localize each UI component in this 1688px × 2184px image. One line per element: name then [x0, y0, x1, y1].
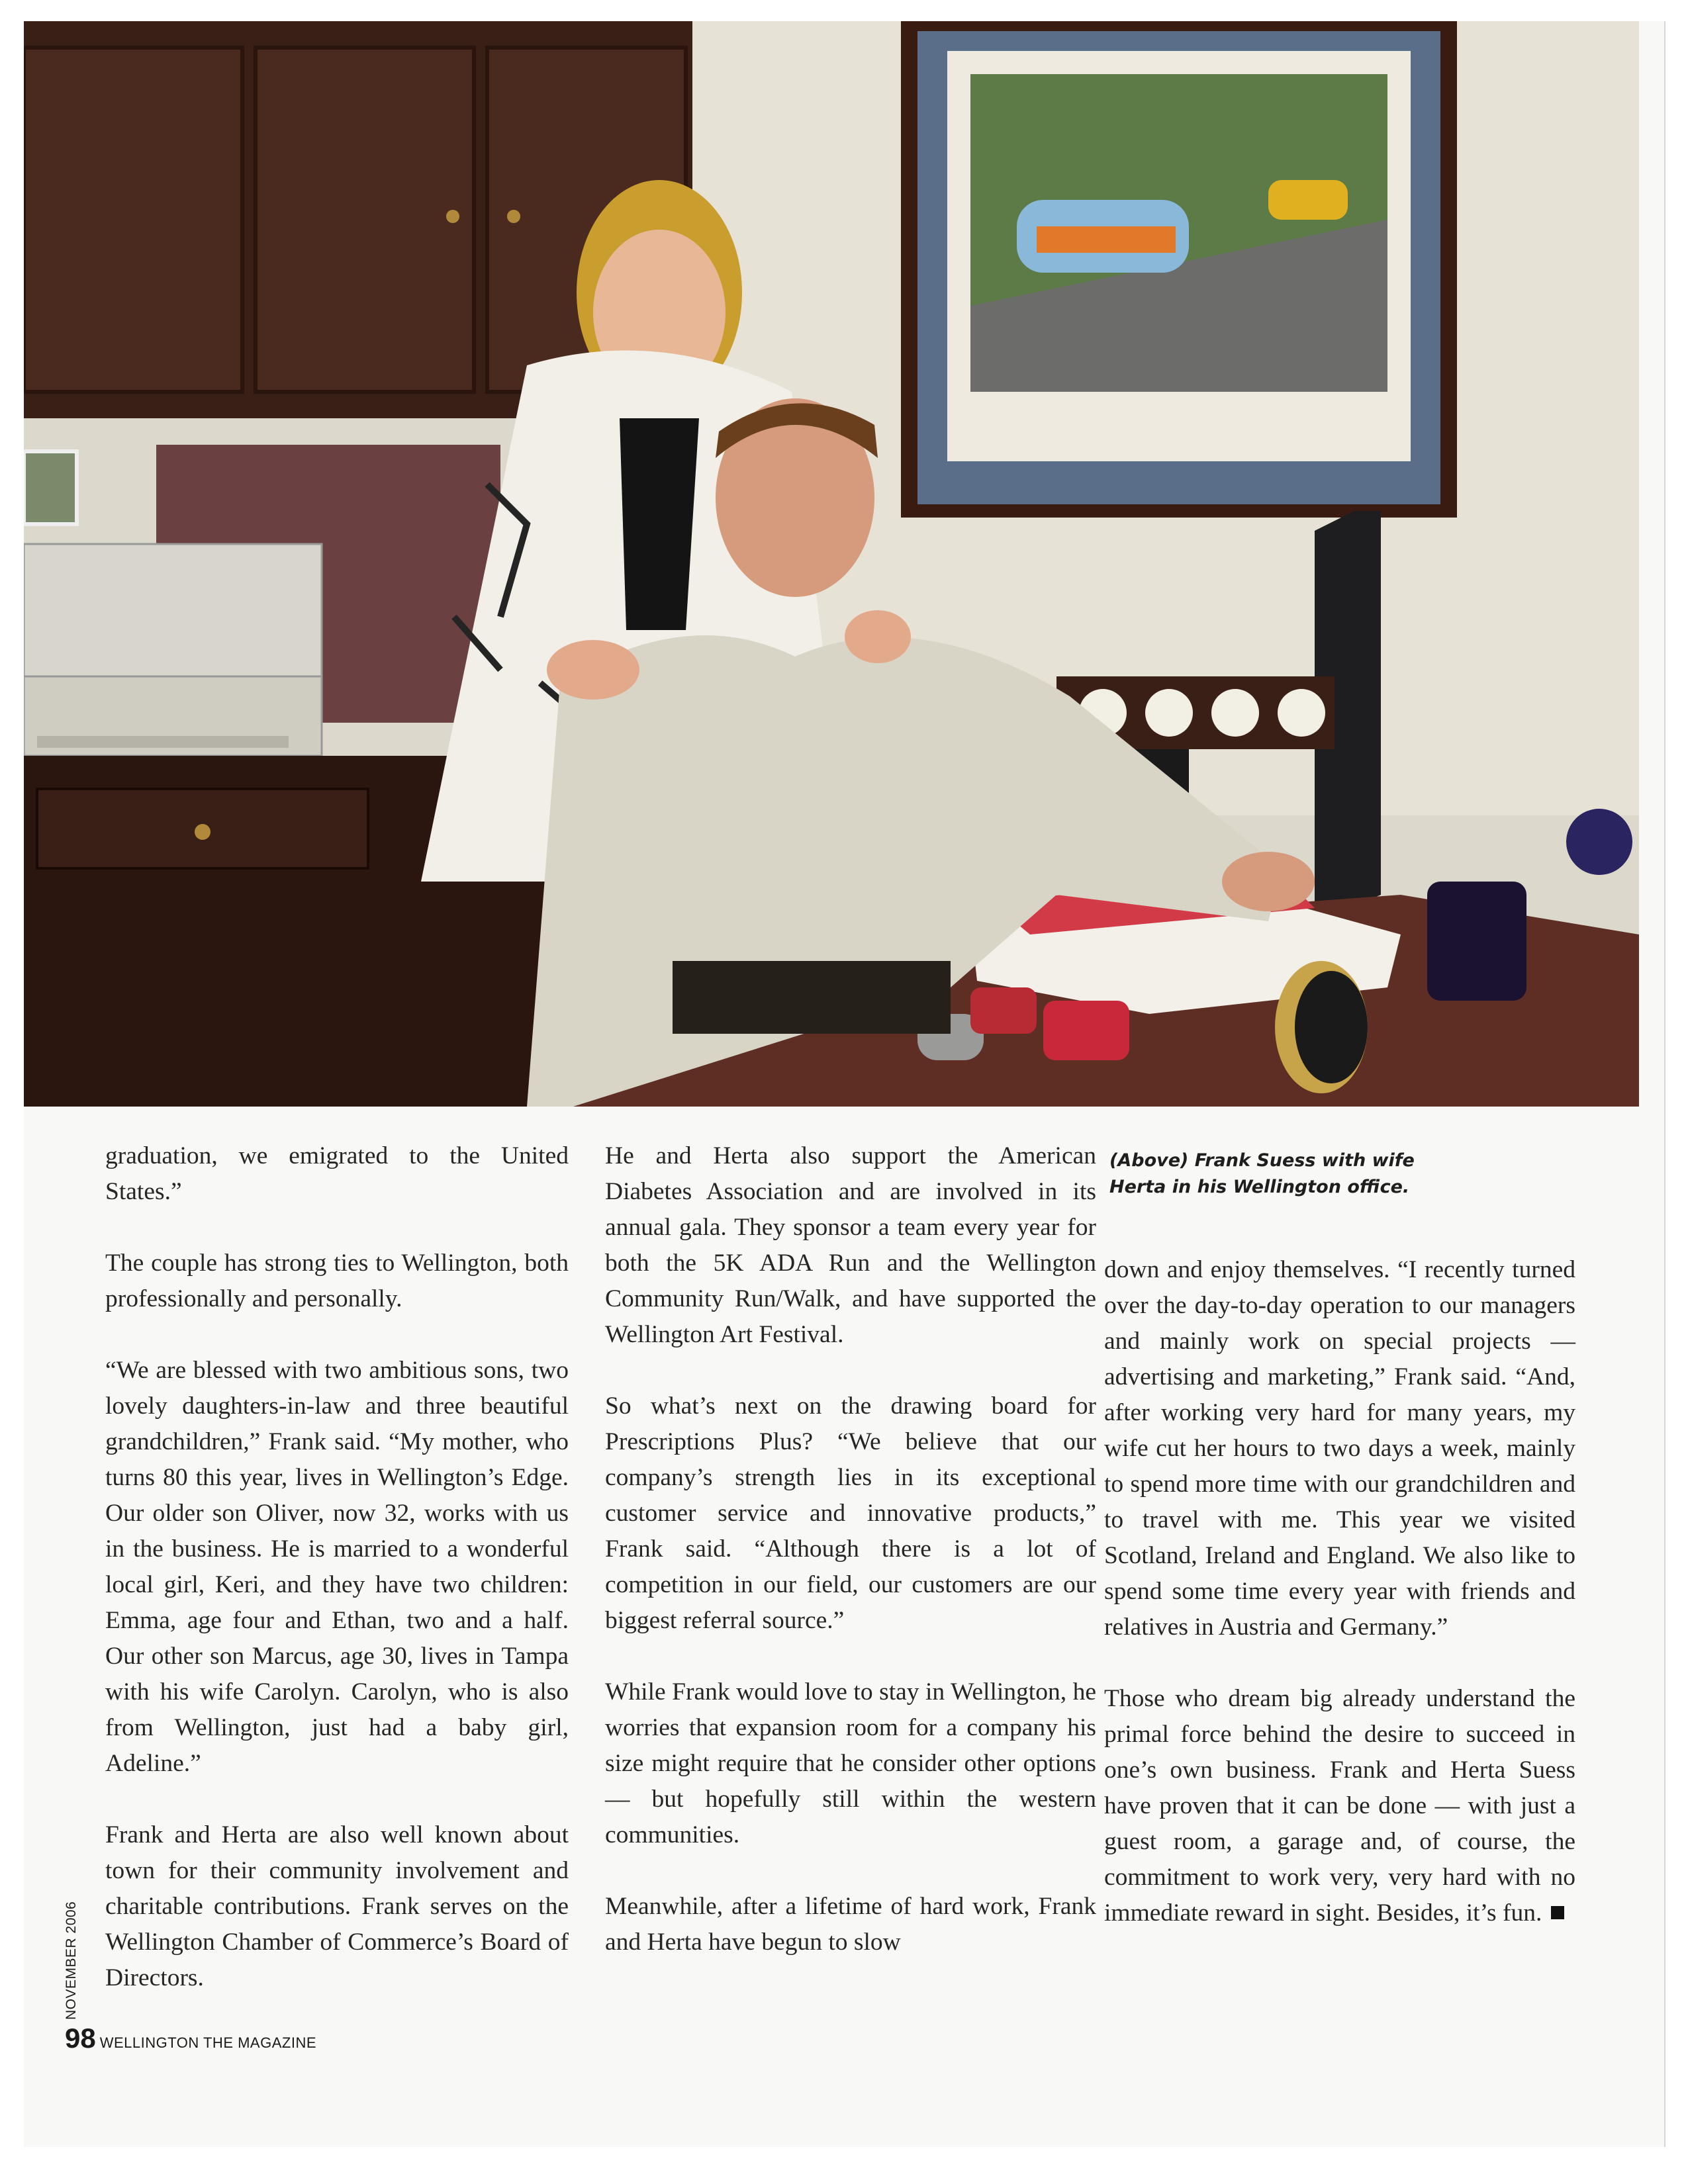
paragraph-final	[1104, 1681, 1575, 1931]
feature-photo	[24, 21, 1639, 1107]
paragraph: The couple has strong ties to Wellington, both professionally and personally.	[105, 1250, 569, 1312]
issue-date: NOVEMBER 2006	[64, 1901, 79, 2020]
magazine-page	[24, 21, 1665, 2147]
text-column-3	[1104, 1252, 1575, 1931]
paragraph: So what’s next on the drawing board for Prescriptions Plus? “We believe that our company’s strength lies in its exceptional customer service and innovative products,” Frank said. “Although there is a lot of competition in our field, our customers are our biggest referral source.”	[605, 1392, 1096, 1634]
paragraph: “We are blessed with two ambitious sons, two lovely daughters-in-law and three beautiful grandchildren,” Frank said. “My mother, who turns 80 this year, lives in Wellington’s Edge. Our older son Oliver, now 32, works with us in the business. He is married to a wonderful local girl, Keri, and they have two children: Emma, age four and Ethan, two and a half. Our other son Marcus, age 30, lives in Tampa with his wife Carolyn. Carolyn, who is also from Wellington, just had a baby girl, Adeline.”	[105, 1357, 569, 1777]
text-column-2	[605, 1138, 1096, 1960]
magazine-title: WELLINGTON THE MAGAZINE	[99, 2034, 317, 2051]
paragraph: Frank and Herta are also well known about town for their community involvement and charitable contributions. Frank serves on the Wellington Chamber of Commerce’s Board of Directors.	[105, 1821, 569, 1991]
paragraph: While Frank would love to stay in Wellington, he worries that expansion room for a company his size might require that he consider other options — but hopefully still within the western communities.	[605, 1678, 1096, 1848]
photo-caption: (Above) Frank Suess with wife Herta in his Wellington office.	[1109, 1150, 1415, 1197]
text-column-1	[105, 1138, 569, 1996]
page-number: 98	[65, 2023, 96, 2054]
page-footer	[65, 2023, 316, 2054]
paragraph: Meanwhile, after a lifetime of hard work, Frank and Herta have begun to slow	[605, 1893, 1096, 1956]
paragraph: down and enjoy themselves. “I recently turned over the day-to-day operation to our managers and mainly work on special projects — advertising and marketing,” Frank said. “And, after working very hard for many years, my wife cut her hours to two days a week, mainly to spend more time with our grandchildren and to travel with me. This year we visited Scotland, Ireland and England. We also like to spend some time every year with friends and relatives in Austria and Germany.”	[1104, 1256, 1575, 1641]
paragraph: He and Herta also support the American Diabetes Association and are involved in its annual gala. They sponsor a team every year for both the 5K ADA Run and the Wellington Community Run/Walk, and have supported the Wellington Art Festival.	[605, 1142, 1096, 1348]
paragraph-text: Those who dream big already understand the primal force behind the desire to succeed in one’s own business. Frank and Herta Suess have proven that it can be done — with just a guest room, a garage and, of course, the commitment to work very, very hard with no immediate reward in sight. Besides, it’s fun.	[1104, 1685, 1575, 1927]
end-of-story-mark	[1551, 1906, 1564, 1919]
paragraph: graduation, we emigrated to the United States.”	[105, 1142, 569, 1205]
